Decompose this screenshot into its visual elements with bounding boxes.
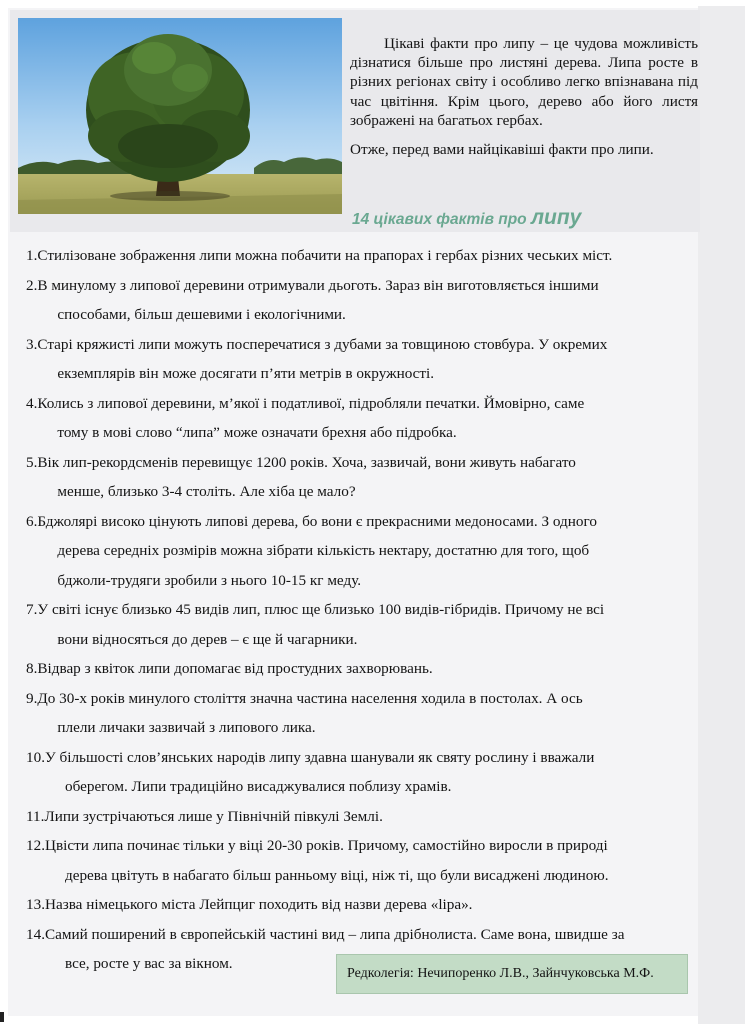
- fact-line: плели личаки зазвичай з липового лика.: [57, 719, 316, 736]
- fact-line: Самий поширений в європейській частині вид – липа дрібнолиста. Саме вона, швидше за: [44, 925, 625, 943]
- fact-number: 14.: [26, 925, 45, 943]
- fact-item: [26, 389, 696, 448]
- fact-number: 11.: [26, 807, 45, 825]
- fact-number: 3.: [26, 335, 38, 353]
- fact-text: [37, 241, 696, 271]
- fact-text: [45, 890, 696, 920]
- fact-text: [37, 595, 696, 654]
- fact-item: [26, 595, 696, 654]
- fact-line: Колись з липової деревини, м’якої і податливої, підробляли печатки. Ймовірно, саме: [37, 394, 585, 412]
- fact-line: Назва німецького міста Лейпциг походить від назви дерева «lipa».: [44, 896, 473, 913]
- fact-text: [37, 684, 696, 743]
- fact-line: У світі існує близько 45 видів лип, плюс ще близько 100 видів-гібридів. Причому не всі: [37, 601, 605, 618]
- fact-number: 13.: [26, 896, 45, 913]
- fact-item: [26, 890, 696, 920]
- fact-line: екземплярів він може досягати п’яти метрів в окружності.: [57, 365, 435, 382]
- fact-line: У більшості слов’янських народів липу здавна шанували як святу рослину і вважали: [44, 748, 595, 766]
- fact-number: 12.: [26, 837, 45, 854]
- facts-title: [352, 205, 692, 231]
- fact-item: [26, 448, 696, 507]
- facts-title-word: липу: [530, 206, 582, 229]
- fact-line: Старі кряжисті липи можуть посперечатися з дубами за товщиною стовбура. У окремих: [37, 335, 608, 353]
- fact-text: [37, 654, 696, 684]
- fact-number: 1.: [26, 247, 38, 264]
- fact-item: [26, 743, 696, 802]
- fact-line: все, росте у вас за вікном.: [64, 955, 233, 972]
- fact-line: менше, близько 3-4 століть. Але хіба це мало?: [57, 483, 356, 500]
- fact-line: дерева середніх розмірів можна зібрати кількість нектару, достатню для того, щоб: [57, 542, 590, 559]
- fact-number: 7.: [26, 601, 38, 618]
- fact-number: 5.: [26, 453, 38, 471]
- fact-item: [26, 507, 696, 596]
- fact-line: До 30-х років минулого століття значна частина населення ходила в постолах. А ось: [37, 689, 583, 707]
- fact-text: [37, 448, 696, 507]
- fact-text: [37, 271, 696, 330]
- fact-number: 9.: [26, 689, 38, 707]
- fact-text: [45, 831, 696, 890]
- facts-list: [26, 241, 696, 979]
- fact-line: В минулому з липової деревини отримували дьоготь. Зараз він виготовляється іншими: [37, 276, 599, 294]
- fact-line: способами, більш дешевими і екологічними.: [57, 306, 346, 323]
- fact-item: [26, 802, 696, 832]
- fact-text: [44, 802, 696, 832]
- fact-text: [45, 743, 696, 802]
- fact-text: [37, 389, 696, 448]
- fact-item: [26, 831, 696, 890]
- fact-item: [26, 271, 696, 330]
- fact-line: Стилізоване зображення липи можна побачити на прапорах і гербах різних чеських міст.: [37, 247, 613, 264]
- fact-line: Цвісти липа починає тільки у віці 20-30 років. Причому, самостійно виросли в природі: [44, 837, 608, 854]
- fact-number: 8.: [26, 660, 38, 677]
- fact-line: тому в мові слово “липа” може означати брехня або підробка.: [57, 424, 457, 441]
- facts-title-prefix: 14 цікавих фактів про: [352, 211, 527, 228]
- intro-paragraph-1: Цікаві факти про липу – це чудова можливість дізнатися більше про листяні дерева. Липа росте в різних регіонах світу і особливо легко впізнавана під час цвітіння. Крім цього, дерево або його листя зображені на багатьох гербах.: [350, 35, 698, 129]
- fact-number: 6.: [26, 512, 38, 530]
- fact-number: 10.: [26, 748, 45, 766]
- fact-item: [26, 330, 696, 389]
- fact-number: 2.: [26, 276, 38, 294]
- fact-line: Липи зустрічаються лише у Північній півкулі Землі.: [44, 807, 383, 825]
- linden-tree-photo: [18, 18, 342, 214]
- editors-box: [336, 954, 688, 994]
- fact-item: [26, 684, 696, 743]
- fact-item: [26, 654, 696, 684]
- fact-line: дерева цвітуть в набагато більш ранньому віці, ніж ті, що були висаджені людиною.: [64, 866, 609, 884]
- fact-line: вони відносяться до дерев – є ще й чагарники.: [57, 630, 358, 648]
- fact-number: 4.: [26, 394, 38, 412]
- fact-line: оберегом. Липи традиційно висаджувалися поблизу храмів.: [64, 778, 452, 795]
- editors-text: Редколегія: Нечипоренко Л.В., Зайнчуковська М.Ф.: [347, 966, 654, 981]
- fact-line: Відвар з квіток липи допомагає від простудних захворювань.: [37, 660, 433, 677]
- fact-line: бджоли-трудяги зробили з нього 10-15 кг меду.: [57, 571, 362, 589]
- intro-text: [350, 34, 698, 159]
- fact-line: Вік лип-рекордсменів перевищує 1200 років. Хоча, зазвичай, вони живуть набагато: [37, 453, 576, 471]
- fact-text: [37, 330, 696, 389]
- fact-item: [26, 241, 696, 271]
- scan-mark: [0, 1012, 4, 1022]
- fact-line: Бджолярі високо цінують липові дерева, бо вони є прекрасними медоносами. З одного: [37, 512, 597, 530]
- fact-text: [37, 507, 696, 596]
- page-margin-strip: [698, 6, 745, 1024]
- intro-paragraph-2: Отже, перед вами найцікавіші факти про липи.: [350, 141, 654, 159]
